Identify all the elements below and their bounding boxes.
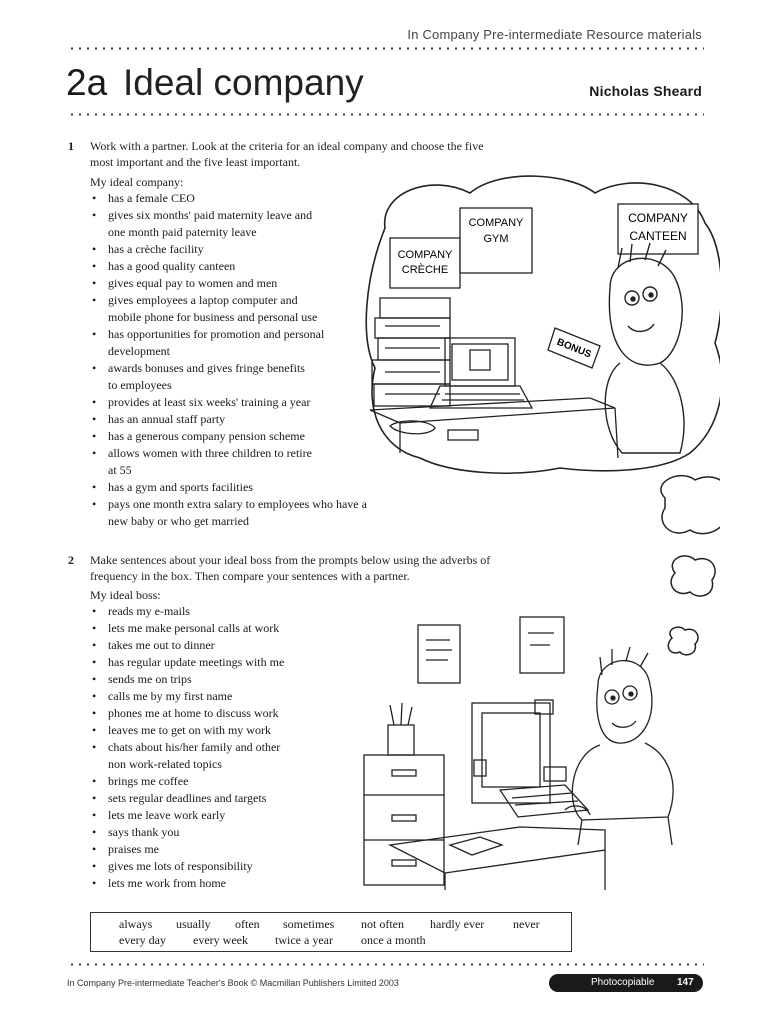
happy-employee (605, 243, 684, 453)
wall-notice-left (418, 625, 460, 683)
telephone-icon (450, 837, 502, 855)
list-item: • lets me leave work early (90, 807, 340, 824)
word-usually: usually (176, 917, 211, 931)
photocopiable-label: Photocopiable (591, 977, 655, 988)
list-item: • has a good quality canteen (90, 258, 420, 275)
word-every-day: every day (119, 933, 166, 947)
list-item: • provides at least six weeks' training a year (90, 394, 420, 411)
svg-text:BONUS: BONUS (555, 336, 593, 361)
svg-text:COMPANY: COMPANY (628, 211, 688, 225)
dotted-divider-top (68, 47, 704, 50)
thought-puff-medium (671, 556, 715, 596)
list-item: • gives employees a laptop computer and mobile phone for business and personal use (90, 292, 420, 326)
list-item: • has a crèche facility (90, 241, 420, 258)
list-item: • has a female CEO (90, 190, 420, 207)
svg-text:COMPANY: COMPANY (397, 249, 453, 261)
exercise-1-number: 1 (68, 139, 74, 153)
word-twice-a-year: twice a year (275, 933, 333, 947)
word-often: often (235, 917, 260, 931)
word-once-a-month: once a month (361, 933, 426, 947)
list-item: • praises me (90, 841, 340, 858)
exercise-1-lead: My ideal company: (90, 175, 184, 189)
office-worker-illustration (350, 605, 690, 895)
mobile-phone-icon (448, 430, 478, 440)
telephone-icon (390, 421, 435, 434)
sign-creche (390, 238, 460, 288)
copyright-notice: In Company Pre-intermediate Teacher's Book © Macmillan Publishers Limited 2003 (67, 978, 399, 988)
desk-2 (390, 827, 605, 890)
list-item: • calls me by my first name (90, 688, 340, 705)
list-item: • awards bonuses and gives fringe benefits to employees (90, 360, 420, 394)
page-title: Ideal company (123, 62, 364, 103)
list-item: • has regular update meetings with me (90, 654, 340, 671)
exercise-2-lead: My ideal boss: (90, 588, 161, 602)
title-number: 2a (66, 62, 108, 103)
keyboard (500, 785, 588, 817)
filing-cabinet (364, 755, 444, 885)
word-always: always (119, 917, 153, 931)
sign-gym (460, 208, 532, 273)
photocopiable-badge (549, 974, 703, 992)
exercise-1-instruction: Work with a partner. Look at the criteria for an ideal company and choose the five most important and the five least important. (90, 139, 484, 169)
word-every-week: every week (193, 933, 248, 947)
word-sometimes: sometimes (283, 917, 335, 931)
svg-text:CRÈCHE: CRÈCHE (401, 264, 449, 276)
wall-notice-right (520, 617, 564, 673)
list-item: • gives equal pay to women and men (90, 275, 420, 292)
list-item: • has a gym and sports facilities (90, 479, 420, 496)
page-number: 147 (677, 977, 694, 988)
adverbs-of-frequency-box (90, 912, 572, 952)
worker (565, 647, 673, 845)
sign-canteen (618, 204, 698, 254)
list-item: • reads my e-mails (90, 603, 340, 620)
list-item: • leaves me to get on with my work (90, 722, 340, 739)
author-name: Nicholas Sheard (589, 83, 702, 99)
svg-text:GYM: GYM (483, 233, 509, 245)
list-item: • has a generous company pension scheme (90, 428, 420, 445)
desk (370, 398, 618, 458)
thought-puff-large (661, 476, 720, 534)
list-item: • phones me at home to discuss work (90, 705, 340, 722)
list-item: • brings me coffee (90, 773, 340, 790)
list-item: • gives me lots of responsibility (90, 858, 340, 875)
bonus-note (548, 328, 600, 368)
list-item: • sends me on trips (90, 671, 340, 688)
svg-text:COMPANY: COMPANY (468, 217, 524, 229)
list-item: • lets me work from home (90, 875, 340, 892)
dotted-divider-title (68, 113, 704, 116)
small-box (544, 767, 566, 781)
list-item: • lets me make personal calls at work (90, 620, 340, 637)
list-item: • allows women with three children to retire at 55 (90, 445, 420, 479)
word-never: never (513, 917, 540, 931)
list-item: • says thank you (90, 824, 340, 841)
laptop (430, 338, 532, 408)
computer-monitor (472, 700, 553, 803)
exercise-2-instruction: Make sentences about your ideal boss from the prompts below using the adverbs of frequency in the box. Then compare your sentences with a partner. (90, 553, 491, 583)
svg-text:CANTEEN: CANTEEN (629, 229, 687, 243)
thought-bubble-illustration (360, 168, 720, 668)
list-item: • chats about his/her family and other non work-related topics (90, 739, 340, 773)
word-not-often: not often (361, 917, 404, 931)
pencil-pot (388, 703, 414, 755)
word-hardly-ever: hardly ever (430, 917, 485, 931)
ideal-boss-list (90, 603, 340, 892)
series-header: In Company Pre-intermediate Resource materials (407, 27, 702, 42)
list-item: • takes me out to dinner (90, 637, 340, 654)
list-item: • pays one month extra salary to employees who have a new baby or who get married (90, 496, 420, 530)
list-item: • sets regular deadlines and targets (90, 790, 340, 807)
list-item: • gives six months' paid maternity leave and one month paid paternity leave (90, 207, 420, 241)
dotted-divider-bottom (68, 963, 704, 966)
list-item: • has opportunities for promotion and personal development (90, 326, 420, 360)
exercise-2-number: 2 (68, 553, 74, 567)
list-item: • has an annual staff party (90, 411, 420, 428)
